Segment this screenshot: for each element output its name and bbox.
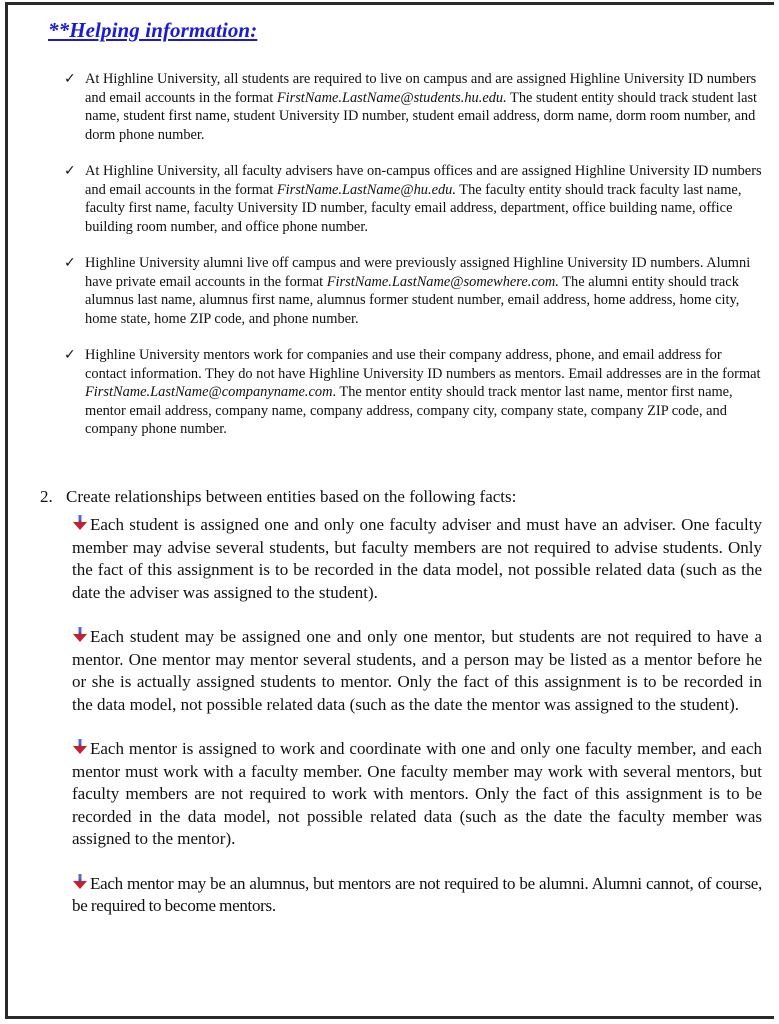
item-text: . The mentor entity should track mentor last name, mentor first name, mentor email address, company name, company address, company city, company state, company ZIP code, and company phone number.	[85, 384, 733, 437]
facts-list	[72, 514, 762, 918]
fact-text: Each mentor is assigned to work and coordinate with one and only one faculty member, and each mentor must work with a faculty member. One faculty member may work with several mentors, but faculty members are not required to work with mentors. Only the fact of this assignment is to be recorded in the data model, not possible related data (such as the date the faculty member was assigned to the mentor).	[72, 739, 762, 848]
item-text: The student entity should track student last name, student first name, student University ID number, student email address, dorm name, dorm room number, and dorm phone number.	[85, 89, 758, 143]
down-arrow-icon	[72, 739, 88, 755]
fact-student-mentor	[72, 626, 762, 716]
fact-text: Each student is assigned one and only one faculty adviser and must have an adviser. One faculty member may advise several students, but faculty members are not required to advise students. Only the fact of this assignment is to be recorded in the data model, not possible related data (such as the date the adviser was assigned to the student).	[72, 515, 762, 602]
helping-information-list	[64, 70, 764, 457]
check-mark-icon: ✓	[64, 347, 76, 363]
down-arrow-icon	[72, 874, 88, 890]
email-format: FirstName.LastName@somewhere.com.	[326, 273, 559, 290]
check-mark-icon: ✓	[64, 71, 76, 87]
helping-item-alumni	[64, 254, 764, 328]
fact-text: Each student may be assigned one and only one mentor, but students are not required to have a mentor. One mentor may mentor several students, and a person may be listed as a mentor before he or she is actually assigned students to mentor. Only the fact of this assignment is to be recorded in the data model, not possible related data (such as the date the mentor was assigned to the student).	[72, 627, 762, 714]
item-text: The faculty entity should track faculty last name, faculty first name, faculty University ID number, faculty email address, department, office building name, office building room number, and office phone number.	[85, 181, 742, 235]
section-title	[40, 486, 765, 508]
item-text: The alumni entity should track alumnus last name, alumnus first name, alumnus former student number, email address, home address, home city, home state, home ZIP code, and phone number.	[85, 273, 740, 327]
item-text: At Highline University, all students are required to live on campus and are assigned Highline University ID numbers and email accounts in the format	[85, 71, 757, 106]
email-format: FirstName.LastName@students.hu.edu.	[276, 89, 507, 106]
fact-text: Each mentor may be an alumnus, but mentors are not required to be alumni. Alumni cannot, of course, be required to become mentors.	[72, 873, 762, 915]
helping-item-students	[64, 70, 764, 144]
down-arrow-icon	[72, 627, 88, 643]
fact-mentor-faculty	[72, 738, 762, 851]
item-text: Highline University mentors work for companies and use their company address, phone, and email address for contact information. They do not have Highline University ID numbers as mentors. Email addresses are in the format	[85, 347, 761, 382]
check-mark-icon: ✓	[64, 255, 76, 271]
email-format: FirstName.LastName@companyname.com	[85, 384, 333, 400]
helping-item-mentors	[64, 346, 764, 439]
section-number: 2.	[40, 487, 53, 506]
down-arrow-icon	[72, 515, 88, 531]
item-text: Highline University alumni live off campus and were previously assigned Highline University ID numbers. Alumni have private email accounts in the format	[85, 255, 751, 290]
fact-mentor-alumnus	[72, 873, 762, 918]
helping-information-heading: **Helping information:	[48, 18, 258, 42]
email-format: FirstName.LastName@hu.edu.	[276, 181, 456, 198]
check-mark-icon: ✓	[64, 163, 76, 179]
fact-student-adviser	[72, 514, 762, 604]
relationships-section	[40, 486, 765, 940]
section-title-text: Create relationships between entities based on the following facts:	[66, 487, 517, 506]
item-text: At Highline University, all faculty advisers have on-campus offices and are assigned Highline University ID numbers and email accounts in the format	[85, 163, 762, 198]
helping-item-faculty	[64, 162, 764, 236]
